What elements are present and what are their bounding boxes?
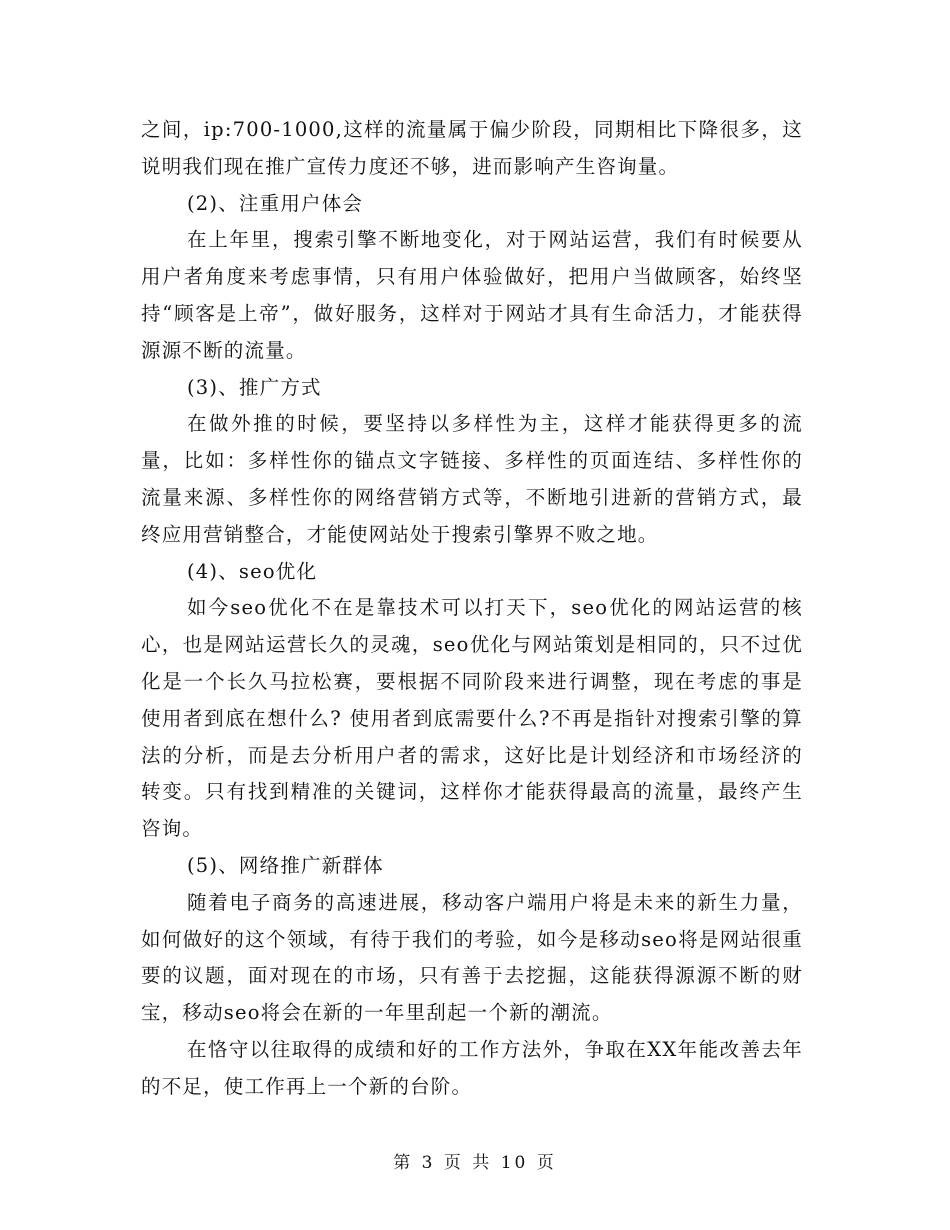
paragraph-mobile-group: 随着电子商务的高速进展，移动客户端用户将是未来的新生力量，如何做好的这个领域，有待于我们的考验，如今是移动seo将是网站很重要的议题，面对现在的市场，只有善于去挖掘，这能获得源源不断的财宝，移动seo将会在新的一年里刮起一个新的潮流。 [141, 890, 803, 1025]
section-heading-2: (2)、注重用户体会 [187, 191, 364, 215]
section-heading-4: (4)、seo优化 [187, 559, 318, 583]
document-body [141, 112, 803, 1106]
paragraph-seo-optimization: 如今seo优化不在是靠技术可以打天下，seo优化的网站运营的核心，也是网站运营长久的灵魂，seo优化与网站策划是相同的，只不过优化是一个长久马拉松赛，要根据不同阶段来进行调整，现在考虑的事是使用者到底在想什么? 使用者到底需要什么?不再是指针对搜索引擎的算法的分析，而是去分析用户者的需求，这好比是计划经济和市场经济的转变。只有找到精准的关键词，这样你才能获得最高的流量，最终产生咨询。 [141, 596, 803, 841]
paragraph-promotion-methods: 在做外推的时候，要坚持以多样性为主，这样才能获得更多的流量，比如：多样性你的锚点文字链接、多样性的页面连结、多样性你的流量来源、多样性你的网络营销方式等，不断地引进新的营销方式，最终应用营销整合，才能使网站处于搜索引擎界不败之地。 [141, 412, 803, 546]
section-heading-5: (5)、网络推广新群体 [187, 853, 384, 877]
paragraph-conclusion: 在恪守以往取得的成绩和好的工作方法外，争取在XX年能改善去年的不足，使工作再上一个新的台阶。 [141, 1037, 803, 1098]
section-heading-3: (3)、推广方式 [187, 375, 322, 399]
paragraph-user-experience: 在上年里，搜索引擎不断地变化，对于网站运营，我们有时候要从用户者角度来考虑事情，只有用户体验做好，把用户当做顾客，始终坚持“顾客是上帝”，做好服务，这样对于网站才具有生命活力，才能获得源源不断的流量。 [141, 228, 803, 362]
paragraph-1: 之间，ip:700-1000,这样的流量属于偏少阶段，同期相比下降很多，这说明我们现在推广宣传力度还不够，进而影响产生咨询量。 [141, 118, 803, 178]
page-number-footer: 第 3 页 共 10 页 [393, 1153, 557, 1173]
